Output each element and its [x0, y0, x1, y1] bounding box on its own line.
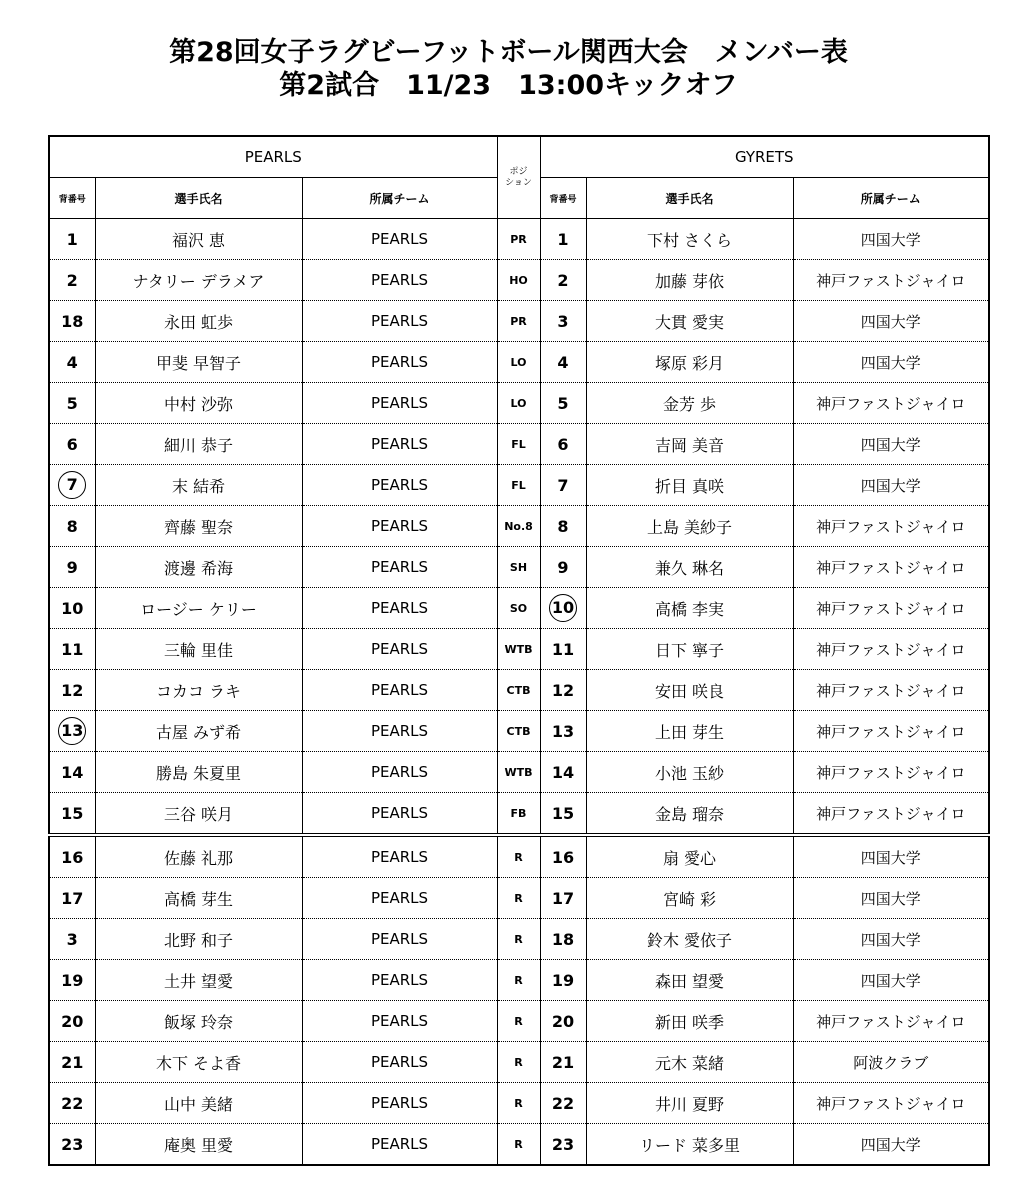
left-player-number: 23	[49, 1124, 95, 1166]
table-row	[49, 1124, 989, 1166]
left-player-team: PEARLS	[302, 547, 497, 588]
right-player-number: 19	[540, 960, 586, 1001]
right-player-name: 安田 咲良	[586, 670, 793, 711]
right-player-name: 森田 望愛	[586, 960, 793, 1001]
right-player-team: 四国大学	[793, 960, 989, 1001]
left-player-team: PEARLS	[302, 260, 497, 301]
page-subtitle: 第2試合 11/23 13:00キックオフ	[279, 70, 738, 101]
right-player-number: 8	[540, 506, 586, 547]
table-row	[49, 752, 989, 793]
right-player-number: 1	[540, 219, 586, 260]
left-team-name: PEARLS	[49, 136, 497, 178]
table-row	[49, 547, 989, 588]
right-player-name: リード 菜多里	[586, 1124, 793, 1166]
right-player-number: 9	[540, 547, 586, 588]
player-position: LO	[497, 342, 540, 383]
left-player-team: PEARLS	[302, 711, 497, 752]
table-row	[49, 670, 989, 711]
player-position: WTB	[497, 629, 540, 670]
left-team-header: 所属チーム	[302, 178, 497, 219]
player-position: R	[497, 919, 540, 960]
left-player-number: 20	[49, 1001, 95, 1042]
right-player-name: 兼久 琳名	[586, 547, 793, 588]
left-player-team: PEARLS	[302, 1042, 497, 1083]
left-player-number: 12	[49, 670, 95, 711]
left-player-name: 佐藤 礼那	[95, 835, 302, 878]
left-player-number: 10	[49, 588, 95, 629]
right-player-team: 四国大学	[793, 465, 989, 506]
left-player-name: 福沢 恵	[95, 219, 302, 260]
right-player-name: 扇 愛心	[586, 835, 793, 878]
left-player-number: 21	[49, 1042, 95, 1083]
right-player-team: 四国大学	[793, 878, 989, 919]
right-player-team: 神戸ファストジャイロ	[793, 260, 989, 301]
right-player-team: 四国大学	[793, 424, 989, 465]
left-player-name: 木下 そよ香	[95, 1042, 302, 1083]
left-player-number: 8	[49, 506, 95, 547]
right-team-name: GYRETS	[540, 136, 989, 178]
right-player-number: 15	[540, 793, 586, 836]
right-player-number: 12	[540, 670, 586, 711]
player-position: FB	[497, 793, 540, 836]
captain-circle: 7	[58, 471, 86, 499]
right-player-number: 14	[540, 752, 586, 793]
right-player-team: 四国大学	[793, 342, 989, 383]
left-player-name: 山中 美緒	[95, 1083, 302, 1124]
left-player-team: PEARLS	[302, 383, 497, 424]
right-team-header: 所属チーム	[793, 178, 989, 219]
table-row	[49, 506, 989, 547]
left-player-number: 22	[49, 1083, 95, 1124]
left-player-name: 古屋 みず希	[95, 711, 302, 752]
right-player-name: 宮崎 彩	[586, 878, 793, 919]
left-player-name: 永田 虹歩	[95, 301, 302, 342]
right-player-number: 21	[540, 1042, 586, 1083]
player-position: R	[497, 878, 540, 919]
left-player-number: 11	[49, 629, 95, 670]
right-player-team: 神戸ファストジャイロ	[793, 711, 989, 752]
right-player-name: 元木 菜緒	[586, 1042, 793, 1083]
right-player-team: 四国大学	[793, 1124, 989, 1166]
right-player-number: 7	[540, 465, 586, 506]
player-position: R	[497, 1124, 540, 1166]
player-position: CTB	[497, 670, 540, 711]
captain-circle: 13	[58, 717, 86, 745]
left-player-number: 19	[49, 960, 95, 1001]
right-player-number: 6	[540, 424, 586, 465]
left-player-number: 1	[49, 219, 95, 260]
right-player-name: 金島 瑠奈	[586, 793, 793, 836]
player-position: CTB	[497, 711, 540, 752]
left-player-name: 庵奥 里愛	[95, 1124, 302, 1166]
right-player-number: 4	[540, 342, 586, 383]
table-row	[49, 960, 989, 1001]
left-player-name: 細川 恭子	[95, 424, 302, 465]
right-name-header: 選手氏名	[586, 178, 793, 219]
table-row	[49, 588, 989, 629]
player-position: PR	[497, 301, 540, 342]
right-player-team: 阿波クラブ	[793, 1042, 989, 1083]
left-player-team: PEARLS	[302, 1124, 497, 1166]
left-player-number	[49, 711, 95, 752]
left-player-name: ロージー ケリー	[95, 588, 302, 629]
player-position: R	[497, 1083, 540, 1124]
player-position: R	[497, 1042, 540, 1083]
right-player-number: 23	[540, 1124, 586, 1166]
right-player-team: 四国大学	[793, 835, 989, 878]
left-player-team: PEARLS	[302, 219, 497, 260]
right-number-header: 背番号	[540, 178, 586, 219]
right-player-team: 神戸ファストジャイロ	[793, 506, 989, 547]
right-player-number: 11	[540, 629, 586, 670]
table-row	[49, 919, 989, 960]
left-player-team: PEARLS	[302, 960, 497, 1001]
left-player-team: PEARLS	[302, 465, 497, 506]
left-player-number: 2	[49, 260, 95, 301]
right-player-team: 四国大学	[793, 919, 989, 960]
table-row	[49, 301, 989, 342]
player-position: R	[497, 960, 540, 1001]
left-player-name: 渡邊 希海	[95, 547, 302, 588]
left-player-name: 高橋 芽生	[95, 878, 302, 919]
left-player-team: PEARLS	[302, 506, 497, 547]
left-name-header: 選手氏名	[95, 178, 302, 219]
right-player-number: 2	[540, 260, 586, 301]
left-player-number: 14	[49, 752, 95, 793]
left-player-number: 9	[49, 547, 95, 588]
right-player-name: 下村 さくら	[586, 219, 793, 260]
left-player-name: 三谷 咲月	[95, 793, 302, 836]
table-row	[49, 260, 989, 301]
right-player-number: 18	[540, 919, 586, 960]
right-player-team: 神戸ファストジャイロ	[793, 1083, 989, 1124]
left-player-number: 6	[49, 424, 95, 465]
table-row	[49, 629, 989, 670]
left-player-team: PEARLS	[302, 878, 497, 919]
player-position: PR	[497, 219, 540, 260]
right-player-team: 神戸ファストジャイロ	[793, 588, 989, 629]
left-player-team: PEARLS	[302, 752, 497, 793]
player-position: FL	[497, 465, 540, 506]
left-player-number	[49, 465, 95, 506]
right-player-name: 井川 夏野	[586, 1083, 793, 1124]
right-player-name: 塚原 彩月	[586, 342, 793, 383]
left-player-name: 勝島 朱夏里	[95, 752, 302, 793]
right-player-team: 神戸ファストジャイロ	[793, 629, 989, 670]
right-player-team: 神戸ファストジャイロ	[793, 1001, 989, 1042]
right-player-team: 神戸ファストジャイロ	[793, 793, 989, 836]
table-row	[49, 219, 989, 260]
right-player-name: 日下 寧子	[586, 629, 793, 670]
player-position: R	[497, 1001, 540, 1042]
left-player-team: PEARLS	[302, 301, 497, 342]
right-player-name: 吉岡 美音	[586, 424, 793, 465]
table-row	[49, 1083, 989, 1124]
left-player-name: 中村 沙弥	[95, 383, 302, 424]
left-player-team: PEARLS	[302, 342, 497, 383]
right-player-team: 神戸ファストジャイロ	[793, 383, 989, 424]
right-player-team: 神戸ファストジャイロ	[793, 752, 989, 793]
left-player-name: ナタリー デラメア	[95, 260, 302, 301]
player-position: FL	[497, 424, 540, 465]
right-player-name: 新田 咲季	[586, 1001, 793, 1042]
left-player-team: PEARLS	[302, 1001, 497, 1042]
table-row	[49, 383, 989, 424]
table-row	[49, 465, 989, 506]
right-player-name: 金芳 歩	[586, 383, 793, 424]
left-player-name: 北野 和子	[95, 919, 302, 960]
table-row	[49, 342, 989, 383]
left-player-team: PEARLS	[302, 919, 497, 960]
right-player-number: 22	[540, 1083, 586, 1124]
left-player-name: 齊藤 聖奈	[95, 506, 302, 547]
right-player-name: 折目 真咲	[586, 465, 793, 506]
team-header-row	[49, 136, 989, 178]
right-player-number: 17	[540, 878, 586, 919]
right-player-team: 神戸ファストジャイロ	[793, 547, 989, 588]
player-position: No.8	[497, 506, 540, 547]
left-player-name: コカコ ラキ	[95, 670, 302, 711]
left-player-team: PEARLS	[302, 424, 497, 465]
left-player-number: 16	[49, 835, 95, 878]
right-player-name: 鈴木 愛依子	[586, 919, 793, 960]
right-player-name: 大貫 愛実	[586, 301, 793, 342]
player-position: HO	[497, 260, 540, 301]
player-position: SH	[497, 547, 540, 588]
right-player-number: 20	[540, 1001, 586, 1042]
player-position: R	[497, 835, 540, 878]
table-row	[49, 878, 989, 919]
right-player-name: 上田 芽生	[586, 711, 793, 752]
table-row	[49, 793, 989, 836]
position-header: ポジ ション	[497, 136, 540, 219]
member-table	[48, 135, 990, 1166]
table-row	[49, 1042, 989, 1083]
left-player-number: 17	[49, 878, 95, 919]
table-row	[49, 424, 989, 465]
right-player-team: 四国大学	[793, 301, 989, 342]
left-player-team: PEARLS	[302, 793, 497, 836]
right-player-number: 5	[540, 383, 586, 424]
right-player-number: 13	[540, 711, 586, 752]
page-title: 第28回女子ラグビーフットボール関西大会 メンバー表	[169, 37, 848, 68]
left-player-name: 土井 望愛	[95, 960, 302, 1001]
right-player-team: 神戸ファストジャイロ	[793, 670, 989, 711]
table-row	[49, 835, 989, 878]
table-row	[49, 711, 989, 752]
left-player-number: 4	[49, 342, 95, 383]
right-player-name: 加藤 芽依	[586, 260, 793, 301]
left-player-team: PEARLS	[302, 835, 497, 878]
left-player-team: PEARLS	[302, 1083, 497, 1124]
left-player-name: 三輪 里佳	[95, 629, 302, 670]
player-position: SO	[497, 588, 540, 629]
player-position: LO	[497, 383, 540, 424]
left-number-header: 背番号	[49, 178, 95, 219]
left-player-team: PEARLS	[302, 670, 497, 711]
left-player-number: 18	[49, 301, 95, 342]
left-player-number: 5	[49, 383, 95, 424]
right-player-name: 小池 玉紗	[586, 752, 793, 793]
left-player-name: 飯塚 玲奈	[95, 1001, 302, 1042]
right-player-name: 上島 美紗子	[586, 506, 793, 547]
captain-circle: 10	[549, 594, 577, 622]
right-player-number: 16	[540, 835, 586, 878]
right-player-number: 3	[540, 301, 586, 342]
left-player-number: 15	[49, 793, 95, 836]
player-position: WTB	[497, 752, 540, 793]
right-player-number	[540, 588, 586, 629]
left-player-name: 末 結希	[95, 465, 302, 506]
left-player-number: 3	[49, 919, 95, 960]
left-player-team: PEARLS	[302, 629, 497, 670]
left-player-team: PEARLS	[302, 588, 497, 629]
right-player-team: 四国大学	[793, 219, 989, 260]
table-row	[49, 1001, 989, 1042]
left-player-name: 甲斐 早智子	[95, 342, 302, 383]
right-player-name: 高橋 李実	[586, 588, 793, 629]
